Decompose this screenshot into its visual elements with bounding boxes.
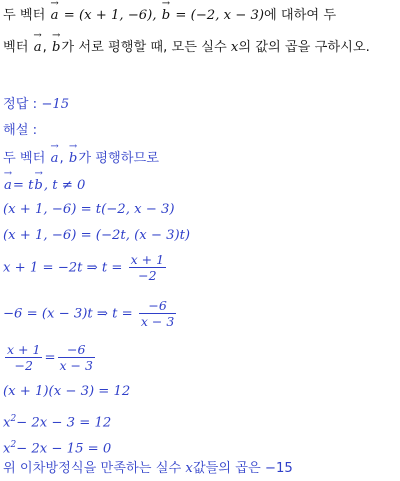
solution-step-3: (x + 1, −6) = (−2t, (x − 3)t) <box>3 228 191 243</box>
solution-step-5 <box>3 298 178 329</box>
step4-fraction <box>129 252 166 283</box>
question-line-1 <box>3 8 336 24</box>
step6-numerator-right: −6 <box>58 342 95 358</box>
step9-x: x <box>3 441 11 457</box>
vector-b-components: = (−2, x − 3) <box>175 8 264 23</box>
step4-numerator: x + 1 <box>130 252 165 267</box>
intro-post: 가 평행하므로 <box>78 151 159 166</box>
conclusion-pre: 위 이차방정식을 만족하는 실수 <box>3 461 182 476</box>
variable-x: x <box>185 461 193 476</box>
step9-exponent: 2 <box>10 440 17 450</box>
solution-label-text: 해설 : <box>3 123 38 138</box>
step5-left: −6 = (x − 3)t ⇒ t = <box>3 306 133 322</box>
question-line2-text: 가 서로 평행할 때, 모든 실수 <box>61 40 227 55</box>
variable-x: x <box>230 40 239 55</box>
solution-step-2: (x + 1, −6) = t(−2, x − 3) <box>3 202 175 217</box>
step6-numerator-left: x + 1 <box>7 342 41 357</box>
step1-end: , t ≠ 0 <box>43 178 86 193</box>
solution-conclusion <box>3 461 293 477</box>
question-line2-end: 의 값의 곱을 구하시오. <box>238 40 370 55</box>
vector-b: → b <box>161 8 171 24</box>
answer-line <box>3 97 69 113</box>
step6-denominator-left: −2 <box>14 358 33 373</box>
vector-a-components: = (x + 1, −6), <box>63 8 157 23</box>
question-line-2 <box>3 40 370 56</box>
step5-denominator: x − 3 <box>140 314 175 329</box>
question-mid: 에 대하여 두 <box>264 8 337 23</box>
step4-left: x + 1 = −2t ⇒ t = <box>3 260 123 276</box>
step4-denominator: −2 <box>138 268 157 283</box>
solution-label <box>3 123 37 139</box>
separator: , <box>59 151 64 166</box>
step8-x: x <box>3 415 11 431</box>
separator: , <box>42 40 47 55</box>
question-prefix: 두 벡터 <box>3 8 46 23</box>
step6-equals: = <box>44 350 56 366</box>
step8-exponent: 2 <box>10 414 17 424</box>
vector-b: → b <box>68 151 78 167</box>
step5-numerator: −6 <box>139 298 176 314</box>
solution-step-1 <box>3 178 85 194</box>
step6-fraction-left <box>5 342 42 373</box>
step8-rest: − 2x − 3 = 12 <box>16 415 112 431</box>
answer-value: −15 <box>41 97 70 112</box>
solution-step-9 <box>3 437 111 457</box>
step5-fraction <box>139 298 176 329</box>
solution-step-7: (x + 1)(x − 3) = 12 <box>3 384 131 399</box>
vector-a: → a <box>3 178 13 194</box>
vector-a: → a <box>50 8 60 24</box>
answer-label: 정답 : <box>3 97 38 112</box>
step6-denominator-right: x − 3 <box>59 358 93 373</box>
question-line2-prefix: 벡터 <box>3 40 29 55</box>
vector-a: → a <box>50 151 60 167</box>
vector-a: → a <box>33 40 43 56</box>
solution-step-6 <box>3 342 97 373</box>
step1-mid: = t <box>12 178 34 193</box>
vector-b: → b <box>33 178 43 194</box>
solution-step-4 <box>3 252 168 283</box>
conclusion-post: 값들의 곱은 −15 <box>192 461 293 476</box>
solution-step-8 <box>3 411 111 431</box>
step6-fraction-right <box>58 342 95 373</box>
intro-pre: 두 벡터 <box>3 151 46 166</box>
solution-intro <box>3 151 159 167</box>
step9-rest: − 2x − 15 = 0 <box>16 441 112 457</box>
vector-b: → b <box>51 40 61 56</box>
